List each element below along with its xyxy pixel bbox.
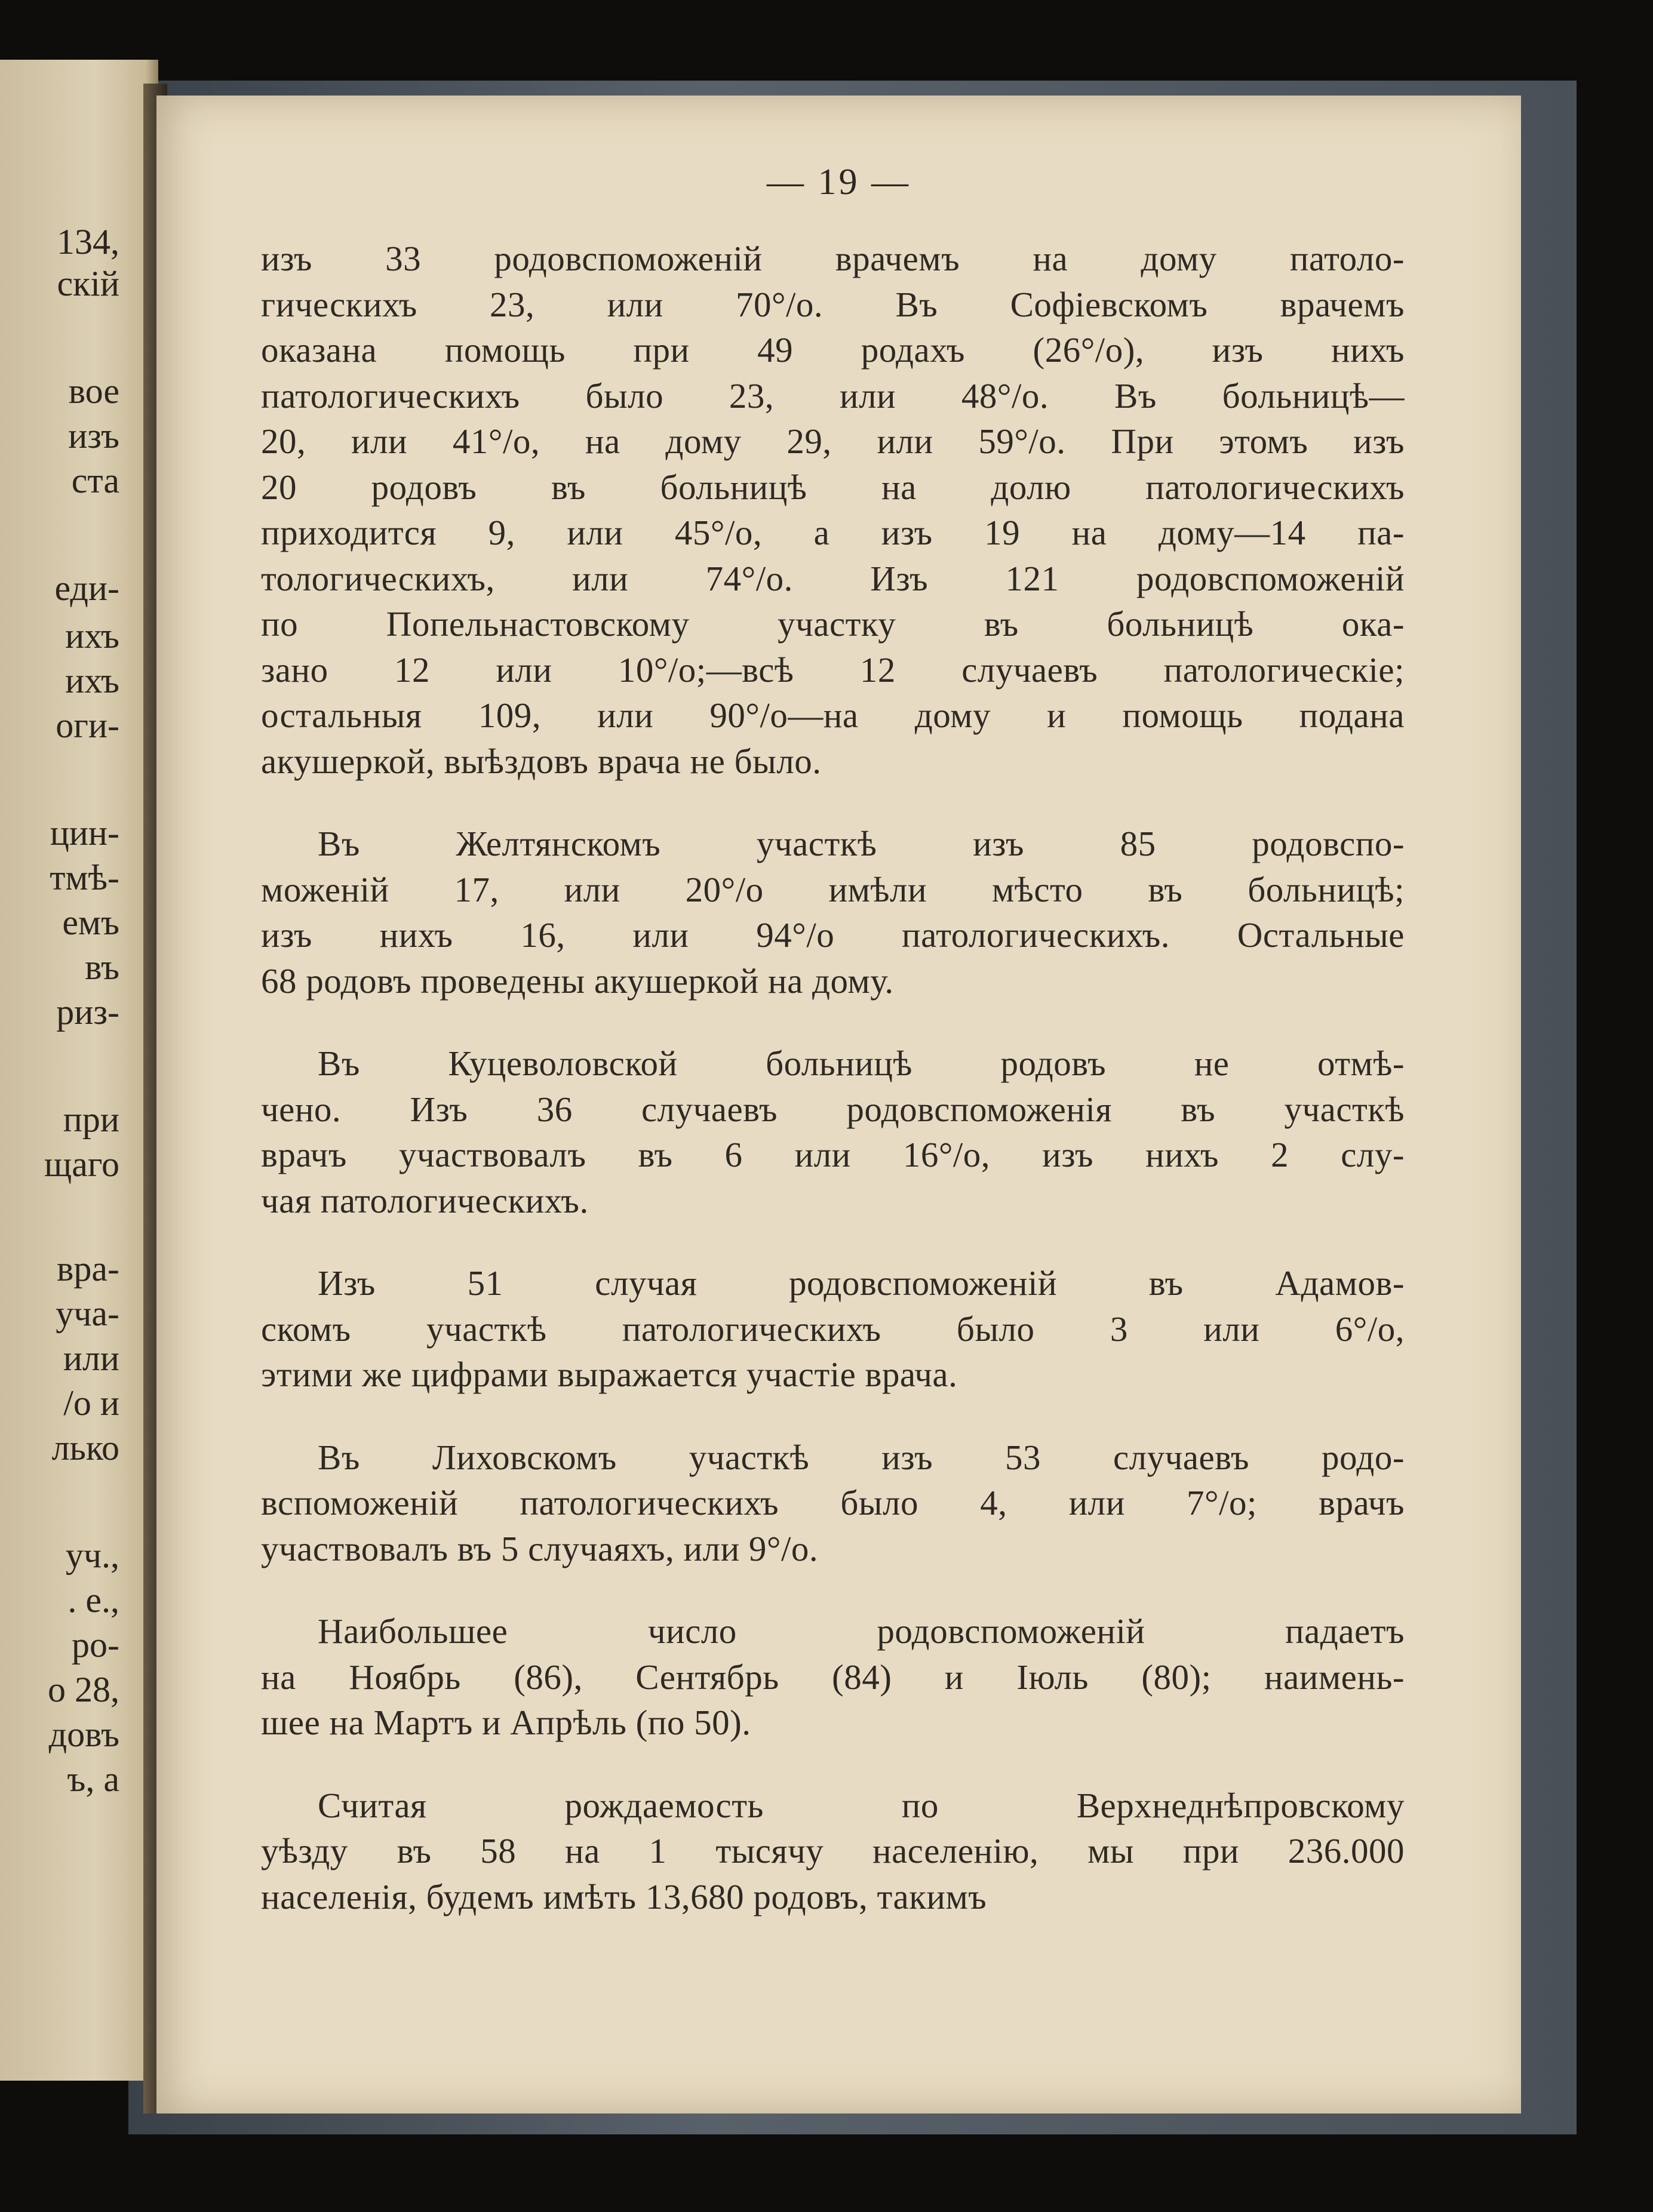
paragraph xyxy=(261,1041,1405,1223)
paragraph xyxy=(261,821,1405,1004)
left-page-fragment: оги- xyxy=(56,706,119,745)
text-line: шее на Мартъ и Апрѣль (по 50). xyxy=(261,1703,751,1742)
left-page-fragment: ихъ xyxy=(65,661,119,700)
left-page-fragment: скій xyxy=(57,264,119,303)
text-line: Въ Желтянскомъ участкѣ изъ 85 родовспо- xyxy=(318,824,1405,863)
text-line: участвовалъ въ 5 случаяхъ, или 9°/о. xyxy=(261,1528,819,1568)
text-line: Считая рождаемость по Верхнеднѣпровскому xyxy=(318,1785,1405,1825)
text-line: изъ нихъ 16, или 94°/о патологическихъ. Остальные xyxy=(261,915,1405,955)
left-page-fragment: вое xyxy=(68,371,119,411)
text-line: чая патологическихъ. xyxy=(261,1180,589,1220)
text-line: этими же цифрами выражается участіе врача. xyxy=(261,1355,958,1394)
text-line: оказана помощь при 49 родахъ (26°/о), изъ нихъ xyxy=(261,330,1405,370)
text-line: гическихъ 23, или 70°/о. Въ Софіевскомъ врачемъ xyxy=(261,284,1405,324)
left-page-fragment: о 28, xyxy=(48,1670,119,1709)
text-line: 20 родовъ въ больницѣ на долю патологическихъ xyxy=(261,467,1405,507)
left-page-fragment: уч., xyxy=(65,1536,119,1575)
text-line: Наибольшее число родовспоможеній падаетъ xyxy=(318,1611,1405,1651)
text-line: изъ 33 родовспоможеній врачемъ на дому патоло- xyxy=(261,239,1405,278)
text-line: Изъ 51 случая родовспоможеній въ Адамов- xyxy=(318,1263,1405,1303)
left-page-fragment: ста xyxy=(71,461,119,500)
text-line: патологическихъ было 23, или 48°/о. Въ больницѣ— xyxy=(261,376,1405,416)
left-page xyxy=(0,60,158,2081)
left-page-fragment: еди- xyxy=(54,568,119,608)
paragraph xyxy=(261,236,1405,784)
left-page-fragment: риз- xyxy=(56,992,119,1032)
text-line: тологическихъ, или 74°/о. Изъ 121 родовспоможеній xyxy=(261,558,1405,598)
left-page-fragment: ъ, а xyxy=(67,1759,119,1799)
left-page-fragment: изъ xyxy=(68,416,119,456)
text-line: 20, или 41°/о, на дому 29, или 59°/о. При этомъ изъ xyxy=(261,422,1405,461)
text-line: скомъ участкѣ патологическихъ было 3 или 6°/о, xyxy=(261,1309,1405,1349)
left-page-fragment: ро- xyxy=(72,1625,119,1665)
paragraph xyxy=(261,1608,1405,1746)
left-page-fragment: емъ xyxy=(62,903,119,942)
page-number: — 19 — xyxy=(767,162,911,202)
text-line: населенія, будемъ имѣть 13,680 родовъ, такимъ xyxy=(261,1876,987,1916)
left-page-fragment: /о и xyxy=(63,1383,119,1423)
left-page-fragment: лько xyxy=(51,1428,119,1468)
text-line: на Ноябрь (86), Сентябрь (84) и Іюль (80); наимень- xyxy=(261,1657,1405,1697)
left-page-fragment: 134, xyxy=(57,222,119,261)
paragraph xyxy=(261,1435,1405,1572)
left-page-fragment: ихъ xyxy=(65,616,119,656)
left-page-fragment: въ xyxy=(85,947,119,987)
left-page-fragment: . е., xyxy=(67,1580,119,1620)
text-line: чено. Изъ 36 случаевъ родовспоможенія въ участкѣ xyxy=(261,1089,1405,1129)
left-page-fragment: вра- xyxy=(57,1249,119,1288)
text-line: приходится 9, или 45°/о, а изъ 19 на дому—14 па- xyxy=(261,513,1405,552)
left-page-fragment: уча- xyxy=(56,1294,119,1333)
left-page-fragment: довъ xyxy=(48,1715,119,1754)
text-line: вспоможеній патологическихъ было 4, или 7°/о; врачъ xyxy=(261,1483,1405,1522)
right-page xyxy=(156,96,1521,2113)
paragraph xyxy=(261,1783,1405,1920)
text-line: врачъ участвовалъ въ 6 или 16°/о, изъ нихъ 2 слу- xyxy=(261,1135,1405,1174)
text-line: зано 12 или 10°/о;—всѣ 12 случаевъ патологическіе; xyxy=(261,650,1405,690)
text-line: остальныя 109, или 90°/о—на дому и помощь подана xyxy=(261,696,1405,735)
text-line: Въ Лиховскомъ участкѣ изъ 53 случаевъ родо- xyxy=(318,1437,1405,1477)
left-page-fragment: при xyxy=(63,1100,119,1139)
text-line: акушеркой, выѣздовъ врача не было. xyxy=(261,741,822,781)
text-line: 68 родовъ проведены акушеркой на дому. xyxy=(261,961,894,1001)
text-line: уѣзду въ 58 на 1 тысячу населенію, мы при 236.000 xyxy=(261,1831,1405,1870)
body-text xyxy=(261,236,1405,1956)
text-line: моженій 17, или 20°/о имѣли мѣсто въ больницѣ; xyxy=(261,869,1405,909)
text-line: Въ Куцеволовской больницѣ родовъ не отмѣ- xyxy=(318,1044,1405,1083)
left-page-fragment: тмѣ- xyxy=(50,858,119,897)
left-page-fragment: или xyxy=(63,1339,119,1378)
left-page-fragment: щаго xyxy=(44,1145,119,1184)
paragraph xyxy=(261,1260,1405,1398)
text-line: по Попельнастовскому участку въ больницѣ ока- xyxy=(261,604,1405,644)
left-page-fragment: цин- xyxy=(50,813,119,853)
